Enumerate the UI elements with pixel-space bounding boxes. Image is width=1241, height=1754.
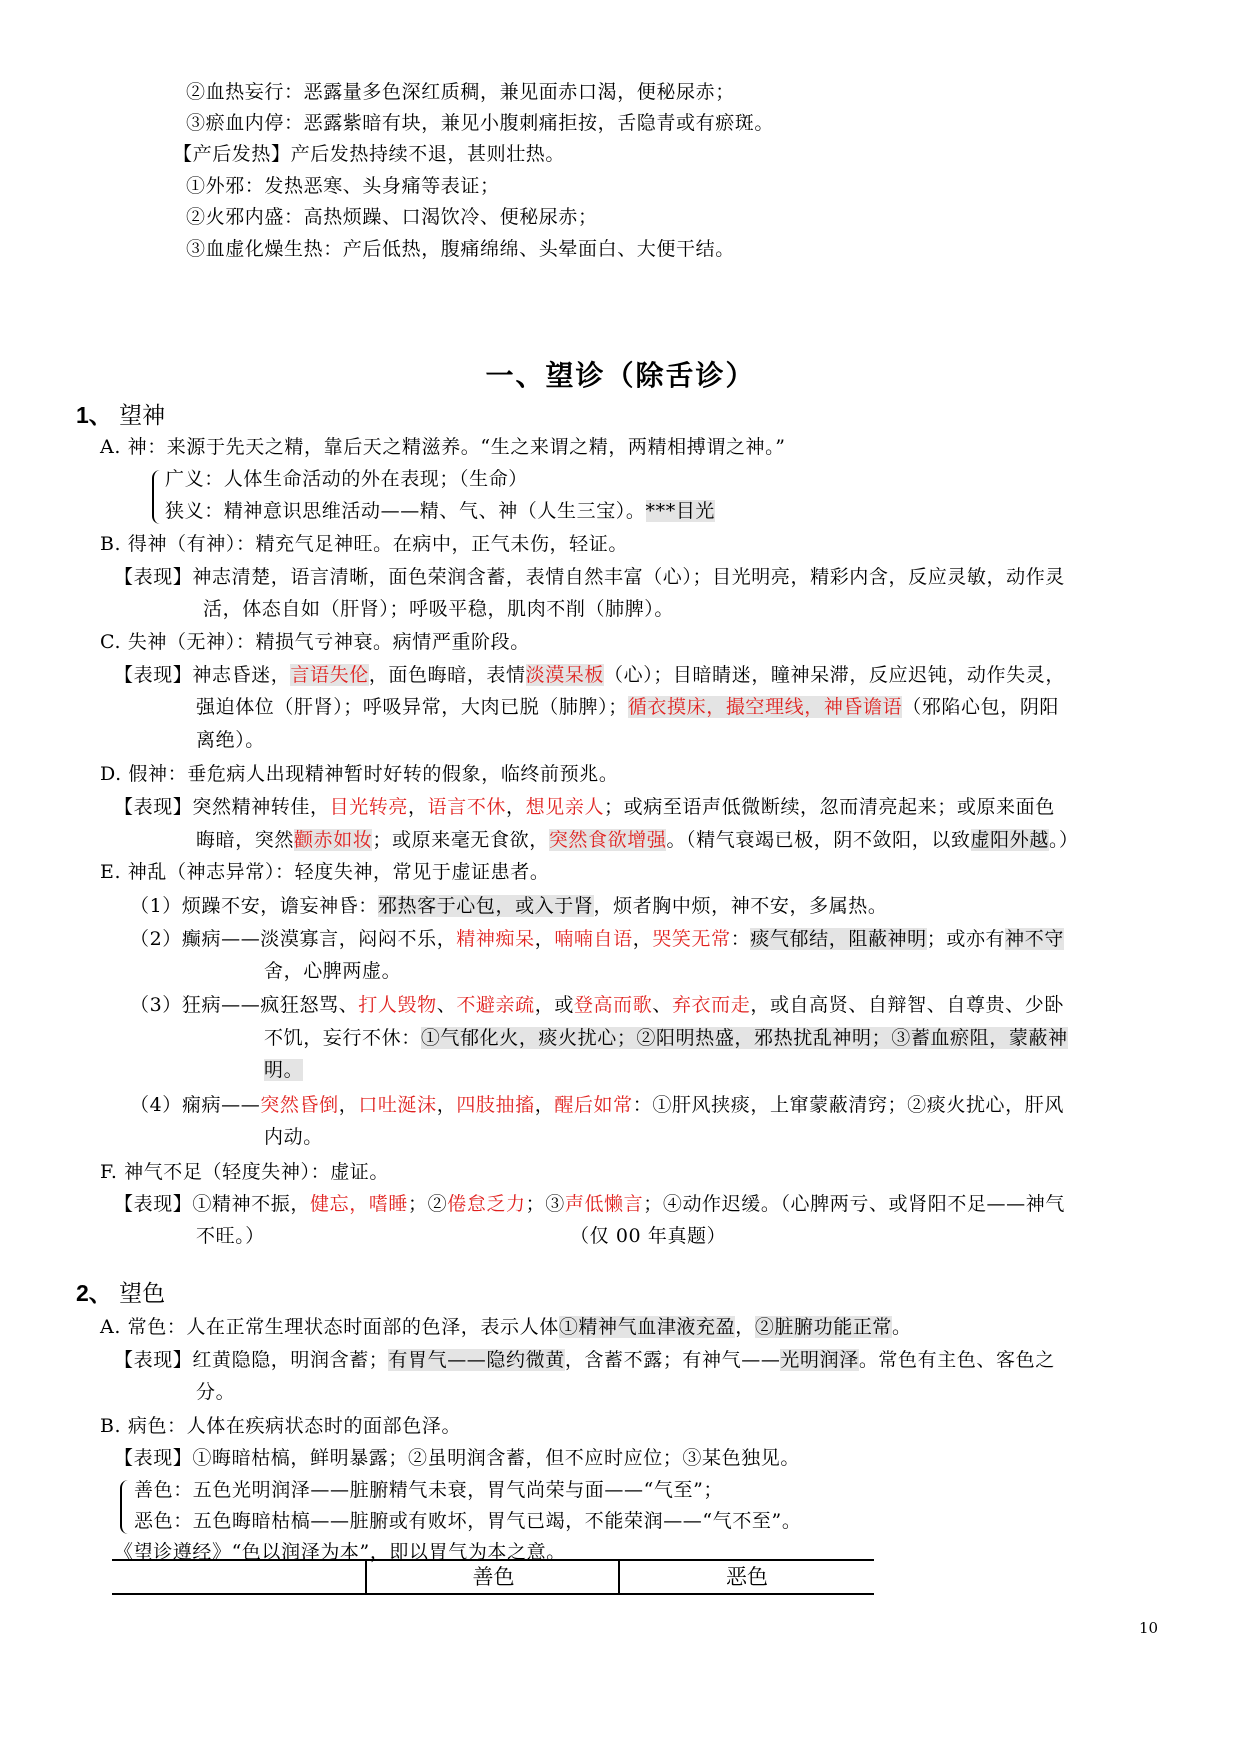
text-span: A. 常色：人在正常生理状态时面部的色泽，表示人体: [100, 1316, 559, 1338]
text-span: 。: [892, 1316, 912, 1338]
text-line: 广义：人体生命活动的外在表现；（生命）: [165, 468, 528, 490]
text-span: 。常色有主色、客色之: [858, 1349, 1055, 1371]
red-text: 登高而歌: [573, 994, 653, 1016]
text-line: 【产后发热】产后发热持续不退，甚则壮热。: [173, 143, 566, 165]
text-span: ；或病至语声低微断续，忽而清亮起来；或原来面色: [604, 796, 1055, 818]
text-span: ：①肝风挟痰，上窜蒙蔽清窍；②痰火扰心，肝风: [632, 1094, 1064, 1116]
text-line: [165, 497, 715, 525]
text-line: [196, 826, 1079, 854]
brace-icon: [120, 1480, 132, 1534]
highlight-span: 虚阳外越: [970, 829, 1049, 851]
text-line: 活，体态自如（肝肾）；呼吸平稳，肌肉不削（肺脾）。: [203, 598, 675, 620]
text-span: 。（精气衰竭已极，阴不敛阳，以致: [666, 829, 971, 851]
text-line: ①外邪：发热恶寒、头身痛等表证；: [186, 175, 500, 197]
text-span: （4）痫病——: [130, 1094, 261, 1116]
text-line: 舍，心脾两虚。: [264, 960, 402, 982]
text-line: （仅 00 年真题）: [570, 1225, 727, 1247]
text-span: 。）: [1048, 829, 1079, 851]
text-line: [114, 793, 1055, 821]
text-line: [196, 693, 1059, 721]
text-span: 【表现】①精神不振，: [114, 1193, 311, 1215]
text-line: 【表现】①晦暗枯槁，鲜明暴露；②虽明润含蓄，但不应时应位；③某色独见。: [114, 1447, 801, 1469]
red-text: 语言不休: [427, 796, 507, 818]
text-line: [114, 1190, 1065, 1218]
text-span: ；④动作迟缓。（心脾两亏、或肾阳不足——神气: [643, 1193, 1065, 1215]
highlight-span: 邪热客于心包，或入于肾: [377, 895, 594, 917]
highlight-span: ①气郁化火，痰火扰心；②阳明热盛，邪热扰乱神明；③蓄血瘀阻，蒙蔽神: [420, 1027, 1068, 1049]
text-line: [264, 1024, 1068, 1052]
text-line: [130, 892, 888, 920]
text-span: ，: [506, 796, 526, 818]
text-span: ，烦者胸中烦，神不安，多属热。: [593, 895, 888, 917]
text-span: ，: [534, 1094, 555, 1116]
red-text: 倦怠乏力: [447, 1193, 526, 1215]
text-line: ③瘀血内停：恶露紫暗有块，兼见小腹刺痛拒按，舌隐青或有瘀斑。: [186, 112, 775, 134]
text-span: ，含蓄不露；有神气——: [564, 1349, 781, 1371]
heading-number: 1、: [76, 402, 112, 428]
table-header-cell: [110, 1561, 365, 1593]
text-span: ；或亦有: [926, 928, 1006, 950]
text-span: ，: [408, 796, 428, 818]
text-span: （2）癫病——淡漠寡言，闷闷不乐，: [130, 928, 457, 950]
text-line: [130, 1091, 1064, 1119]
text-span: ，: [436, 1094, 457, 1116]
text-line: 《望诊遵经》“色以润泽为本”，即以胃气为本之意。: [114, 1541, 566, 1563]
text-line: 恶色：五色晦暗枯槁——脏腑或有败坏，胃气已竭，不能荣润——“气不至”。: [134, 1510, 802, 1532]
text-line: [130, 925, 1064, 953]
text-line: 离绝）。: [196, 729, 265, 751]
text-span: ，或自高贤、自辩智、自尊贵、少卧: [750, 994, 1064, 1016]
red-text: 突然昏倒: [260, 1094, 339, 1116]
red-text: 循衣摸床，撮空理线，神昏谵语: [627, 696, 903, 718]
highlight-span: 明。: [264, 1059, 304, 1081]
text-span: ，: [632, 928, 653, 950]
text-line: 善色：五色光明润泽——脏腑精气未衰，胃气尚荣与面——“气至”；: [134, 1479, 724, 1501]
text-span: 【表现】突然精神转佳，: [114, 796, 330, 818]
heading-label: 望色: [119, 1281, 166, 1307]
text-span: 、: [652, 994, 672, 1016]
text-span: 晦暗，突然: [196, 829, 295, 851]
red-text: 弃衣而走: [671, 994, 751, 1016]
highlight-span: 光明润泽: [780, 1349, 859, 1371]
text-span: ，: [534, 928, 555, 950]
heading-number: 2、: [76, 1280, 112, 1306]
red-text: 四肢抽搐: [456, 1094, 535, 1116]
red-text: 声低懒言: [564, 1193, 644, 1215]
red-text: 口吐涎沫: [358, 1094, 437, 1116]
highlight-span: 神不守: [1005, 928, 1064, 950]
red-text: 精神痴呆: [456, 928, 535, 950]
red-text: 不避亲疏: [456, 994, 535, 1016]
highlight-span: ***目光: [645, 500, 716, 522]
text-span: ，面色晦暗，表情: [368, 664, 526, 686]
text-line: 内动。: [264, 1126, 323, 1148]
text-span: ，: [735, 1316, 755, 1338]
red-text: 喃喃自语: [554, 928, 633, 950]
red-text: 想见亲人: [525, 796, 605, 818]
text-span: 强迫体位（肝肾）；呼吸异常，大肉已脱（肺脾）；: [196, 696, 628, 718]
highlight-span: 痰气郁结，阻蔽神明: [750, 928, 927, 950]
text-span: ；③: [525, 1193, 565, 1215]
red-text: 淡漠呆板: [525, 664, 605, 686]
text-line: D. 假神：垂危病人出现精神暂时好转的假象，临终前预兆。: [100, 763, 619, 785]
text-line: [130, 991, 1064, 1019]
red-text: 哭笑无常: [652, 928, 731, 950]
section-title: 一、望诊（除舌诊）: [485, 359, 756, 392]
page-number: 10: [1139, 1619, 1159, 1637]
text-line: [114, 1346, 1055, 1374]
text-span: 不饥，妄行不休：: [264, 1027, 421, 1049]
text-line: 不旺。）: [196, 1225, 265, 1247]
red-text: 言语失伦: [290, 664, 369, 686]
text-line: 分。: [196, 1381, 236, 1403]
text-line: [264, 1056, 303, 1084]
text-span: （邪陷心包，阴阳: [902, 696, 1060, 718]
text-line: C. 失神（无神）：精损气亏神衰。病情严重阶段。: [100, 631, 530, 653]
heading-label: 望神: [119, 403, 166, 429]
highlight-span: ①精神气血津液充盈: [558, 1316, 736, 1338]
text-span: ；或原来毫无食欲，: [372, 829, 549, 851]
red-text: 目光转亮: [329, 796, 409, 818]
red-text: 健忘，嗜睡: [310, 1193, 409, 1215]
text-line: [114, 661, 1065, 689]
text-line: [100, 1313, 912, 1341]
text-line: ③血虚化燥生热：产后低热，腹痛绵绵、头晕面白、大便干结。: [186, 238, 735, 260]
heading-wangshen: [76, 400, 165, 431]
text-span: 狭义：精神意识思维活动——精、气、神（人生三宝）。: [165, 500, 646, 522]
red-text: 醒后如常: [554, 1094, 633, 1116]
text-line: B. 得神（有神）：精充气足神旺。在病中，正气未伤，轻证。: [100, 533, 628, 555]
red-text: 突然食欲增强: [548, 829, 667, 851]
text-span: ，或: [534, 994, 574, 1016]
text-line: F. 神气不足（轻度失神）：虚证。: [100, 1161, 390, 1183]
comparison-table: [112, 1559, 874, 1595]
brace-icon: [152, 470, 164, 524]
text-line: 【表现】神志清楚，语言清晰，面色荣润含蓄，表情自然丰富（心）；目光明亮，精彩内含，反应灵敏，动作灵: [114, 566, 1065, 588]
table-header-cell: 善色: [365, 1561, 620, 1593]
red-text: 颧赤如妆: [294, 829, 373, 851]
text-span: ，: [338, 1094, 359, 1116]
text-span: （1）烦躁不安，谵妄神昏：: [130, 895, 378, 917]
text-line: ②血热妄行：恶露量多色深红质稠，兼见面赤口渴，便秘尿赤；: [186, 81, 735, 103]
table-header-cell: 恶色: [618, 1561, 874, 1593]
text-span: 、: [436, 994, 457, 1016]
red-text: 打人毁物: [358, 994, 437, 1016]
text-span: 【表现】红黄隐隐，明润含蓄；: [114, 1349, 389, 1371]
text-line: E. 神乱（神志异常）：轻度失神，常见于虚证患者。: [100, 861, 550, 883]
heading-wangse: [76, 1278, 165, 1309]
text-span: ；②: [408, 1193, 448, 1215]
text-line: ②火邪内盛：高热烦躁、口渴饮冷、便秘尿赤；: [186, 206, 598, 228]
text-span: ：: [730, 928, 751, 950]
text-span: （3）狂病——疯狂怒骂、: [130, 994, 359, 1016]
text-line: A. 神：来源于先天之精，靠后天之精滋养。“生之来谓之精，两精相搏谓之神。”: [100, 436, 786, 458]
text-span: （心）；目暗睛迷，瞳神呆滞，反应迟钝，动作失灵，: [604, 664, 1065, 686]
highlight-span: 有胃气——隐约微黄: [388, 1349, 565, 1371]
text-line: B. 病色：人体在疾病状态时的面部色泽。: [100, 1415, 462, 1437]
highlight-span: ②脏腑功能正常: [754, 1316, 893, 1338]
text-span: 【表现】神志昏迷，: [114, 664, 291, 686]
